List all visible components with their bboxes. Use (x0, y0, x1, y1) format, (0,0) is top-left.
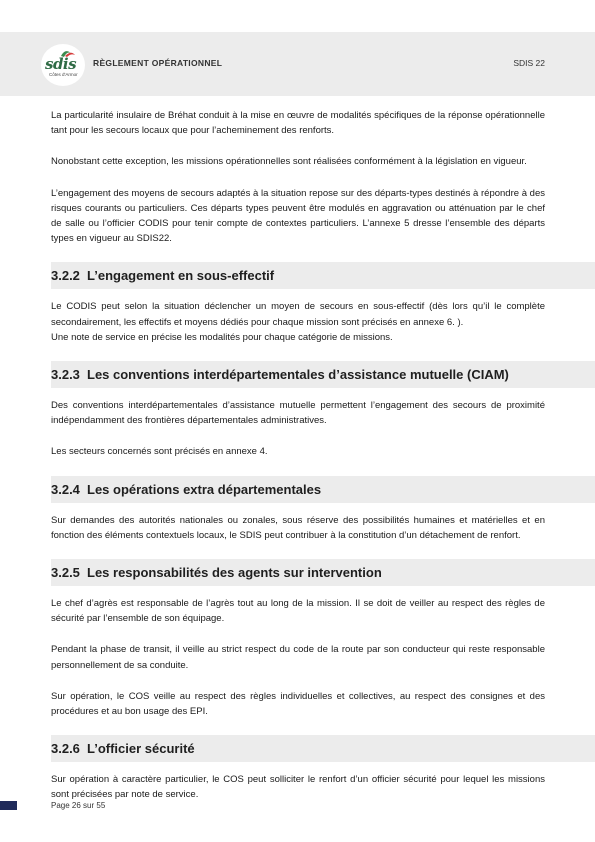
body-paragraph: Des conventions interdépartementales d’assistance mutuelle permettent l’engagement des secours de proximité indépendamment des frontières départementales administratives. (51, 400, 545, 427)
logo-text: sdis (45, 55, 77, 73)
page-content (51, 108, 545, 819)
section-number: 3.2.3 (51, 367, 80, 383)
footer-accent-bar (0, 801, 17, 810)
section-number: 3.2.6 (51, 741, 80, 757)
section-number: 3.2.2 (51, 268, 80, 284)
body-paragraph: Les secteurs concernés sont précisés en annexe 4. (51, 446, 268, 458)
logo-subtext: Côtes d'Armor (49, 72, 78, 77)
body-paragraph: Sur opération, le COS veille au respect des règles individuelles et collectives, au respect des consignes et des procédures et au bon usage des EPI. (51, 690, 545, 718)
body-paragraph: Le CODIS peut selon la situation déclencher un moyen de secours en sous-effectif (dès lors qu’il le complète secondairement, les effectifs et moyens dédiés pour chaque mission sont précisés en annexe 6. ). Une note de service en précise les modalités pour chaque catégorie de missions. (51, 301, 545, 343)
section-heading (51, 735, 595, 762)
sdis-logo (41, 44, 85, 86)
sections-container (51, 262, 545, 802)
page-header (0, 32, 595, 96)
section-number: 3.2.4 (51, 481, 80, 497)
section-title: Les conventions interdépartementales d’assistance mutuelle (CIAM) (87, 367, 509, 383)
section-title: Les responsabilités des agents sur intervention (87, 565, 382, 581)
body-paragraph: La particularité insulaire de Bréhat conduit à la mise en œuvre de modalités spécifiques de la réponse opérationnelle tant pour les secours locaux que pour l’acheminement des renforts. (51, 110, 545, 137)
section-heading (51, 559, 595, 586)
section-title: Les opérations extra départementales (87, 481, 322, 497)
page-number: Page 26 sur 55 (51, 801, 106, 810)
document-code: SDIS 22 (513, 58, 545, 68)
body-paragraph: Pendant la phase de transit, il veille au strict respect du code de la route par son conducteur qui reste responsable personnellement de sa conduite. (51, 644, 545, 671)
body-paragraph: L’engagement des moyens de secours adaptés à la situation repose sur des départs-types destinés à répondre à des risques courants ou particuliers. Ces départs types peuvent être modulés en aggravation ou atténuation par le chef de salle ou l’officier CODIS pour tenir compte de contextes particuliers. L’annexe 5 dresse l’ensemble des départs types en vigueur au SDIS22. (51, 187, 545, 245)
section-heading (51, 476, 595, 503)
section-heading (51, 361, 595, 388)
intro-section (51, 108, 545, 246)
section-title: L’officier sécurité (87, 741, 195, 757)
body-paragraph: Sur demandes des autorités nationales ou zonales, sous réserve des possibilités humaines et matérielles et en fonction des éléments contextuels locaux, le SDIS peut contribuer à la constitution d’un détachement de renfort. (51, 514, 545, 541)
document-title: RÈGLEMENT OPÉRATIONNEL (93, 58, 223, 68)
section-title: L’engagement en sous-effectif (87, 268, 275, 284)
body-paragraph: Nonobstant cette exception, les missions opérationnelles sont réalisées conformément à la législation en vigueur. (51, 156, 527, 168)
section-heading (51, 262, 595, 289)
section-number: 3.2.5 (51, 565, 80, 581)
body-paragraph: Le chef d’agrès est responsable de l’agrès tout au long de la mission. Il se doit de veiller au respect des règles de sécurité par l’ensemble de son équipage. (51, 598, 545, 625)
body-paragraph: Sur opération à caractère particulier, le COS peut solliciter le renfort d’un officier sécurité pour lequel les missions sont précisées par note de service. (51, 774, 545, 801)
